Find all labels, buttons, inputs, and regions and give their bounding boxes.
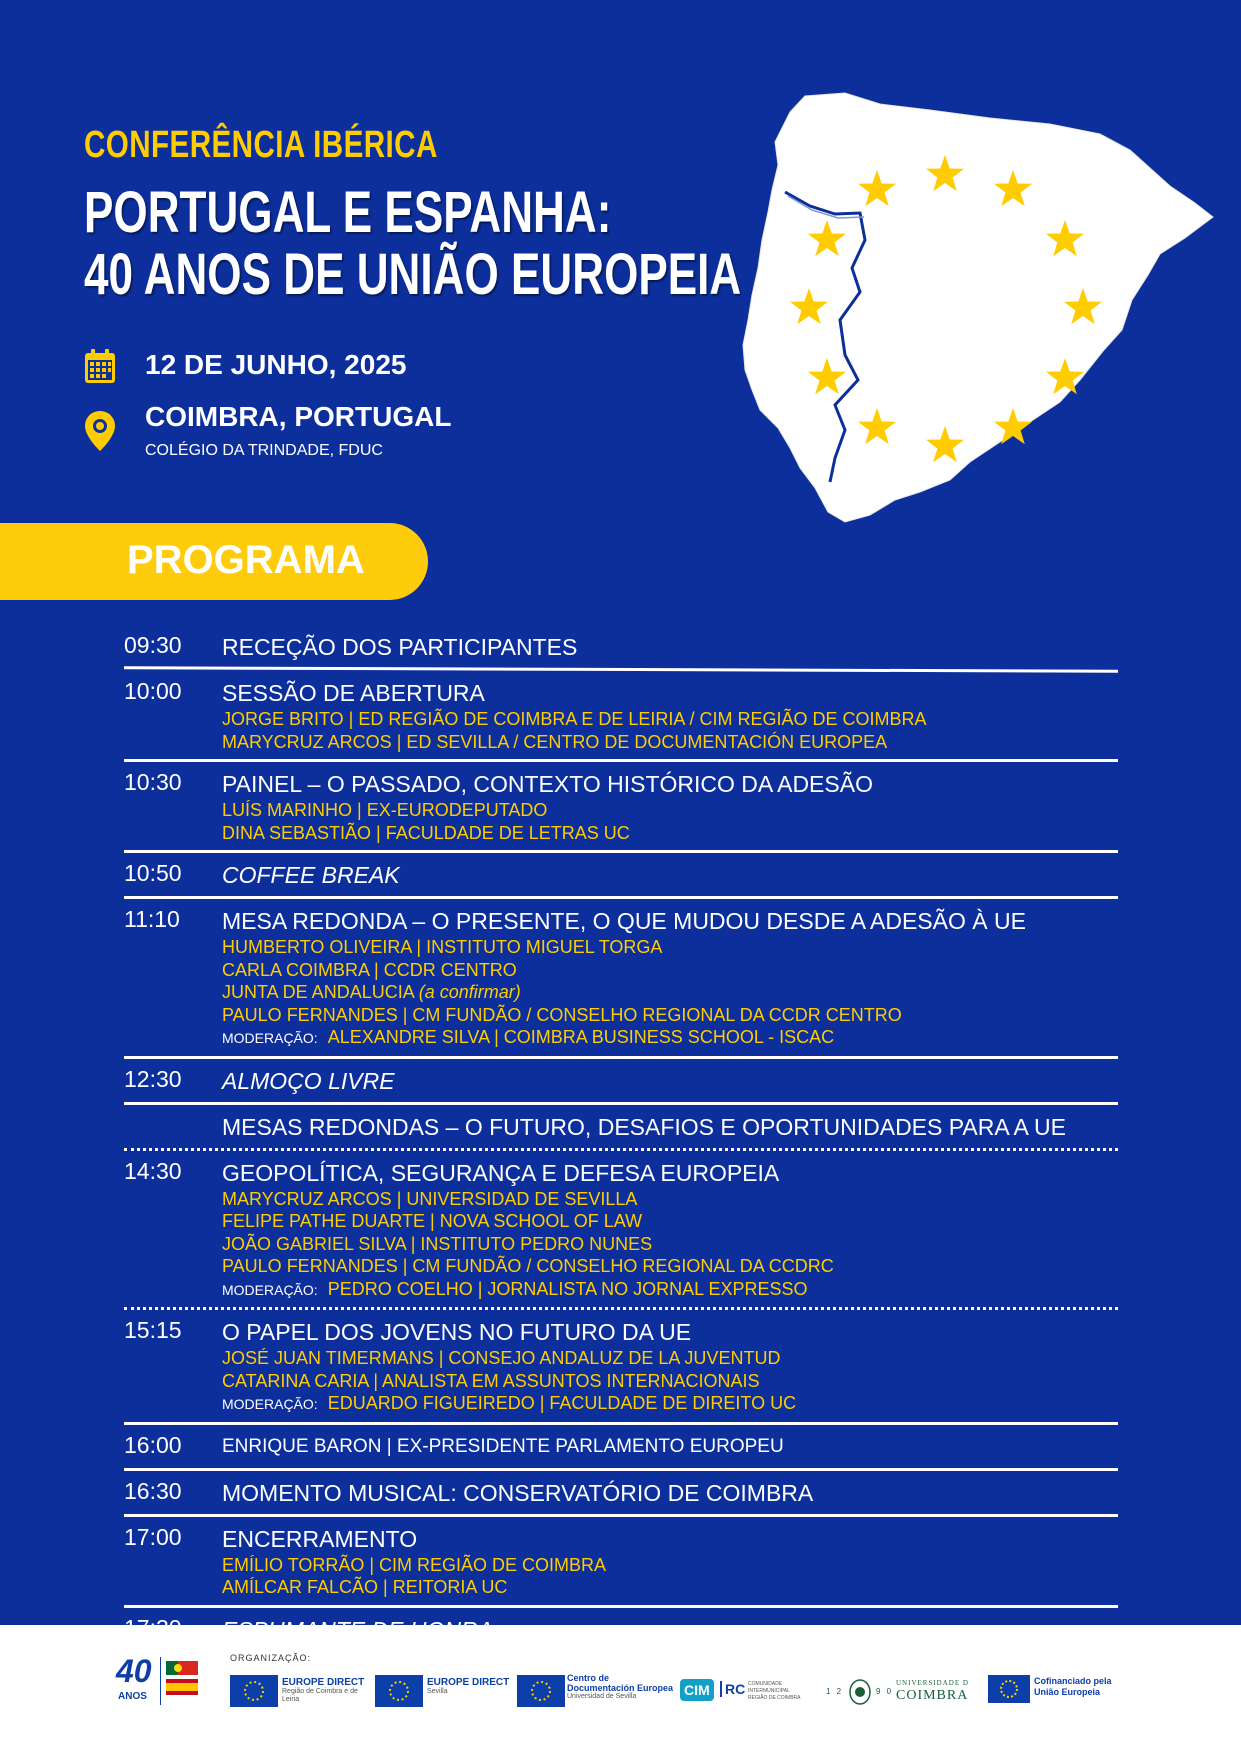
speaker: JORGE BRITO | ED REGIÃO DE COIMBRA E DE LEIRIA / CIM REGIÃO DE COIMBRA bbox=[222, 709, 927, 729]
location-pin-icon bbox=[84, 410, 116, 452]
entry-time: 10:30 bbox=[124, 769, 182, 795]
moderator-label: MODERAÇÃO: bbox=[222, 1396, 318, 1412]
europe-direct-sevilla-logo bbox=[375, 1675, 515, 1709]
portugal-spain-flags-icon bbox=[166, 1661, 200, 1697]
entry-time: 16:00 bbox=[124, 1431, 182, 1458]
agenda-list bbox=[124, 628, 1118, 1648]
divider bbox=[124, 850, 1118, 853]
agenda-entry bbox=[124, 1154, 1118, 1305]
conference-kicker: CONFERÊNCIA IBÉRICA bbox=[84, 124, 438, 166]
cofinanciado-text: Cofinanciado pela União Europeia bbox=[1034, 1676, 1112, 1697]
anniversary-number: 40 bbox=[116, 1653, 152, 1689]
speaker: MARYCRUZ ARCOS | UNIVERSIDAD DE SEVILLA bbox=[222, 1188, 638, 1209]
anniversary-word: ANOS bbox=[118, 1691, 147, 1702]
logo2-subtitle: Sevilla bbox=[427, 1688, 448, 1695]
logo1-subtitle: Região de Coimbra e de Leiria bbox=[282, 1688, 358, 1703]
footer-logos bbox=[0, 1625, 1241, 1755]
speaker: FELIPE PATHE DUARTE | NOVA SCHOOL OF LAW bbox=[222, 1211, 643, 1231]
speaker: CARLA COIMBRA | CCDR CENTRO bbox=[222, 959, 517, 980]
cim-rc-logo bbox=[680, 1675, 810, 1709]
uc-years-left: 1 2 bbox=[826, 1687, 844, 1696]
speaker bbox=[222, 981, 1118, 1004]
divider bbox=[124, 896, 1118, 899]
moderator-label: MODERAÇÃO: bbox=[222, 1030, 318, 1046]
entry-title: MESA REDONDA – O PRESENTE, O QUE MUDOU DESDE A ADESÃO À UE bbox=[222, 908, 1026, 934]
divider bbox=[124, 1102, 1118, 1105]
moderator bbox=[222, 1278, 1118, 1302]
agenda-entry bbox=[124, 902, 1118, 1053]
moderator-label: MODERAÇÃO: bbox=[222, 1281, 318, 1298]
logo1-title: EUROPE DIRECT bbox=[282, 1677, 365, 1688]
entry-time: 16:30 bbox=[124, 1477, 182, 1504]
entry-title: ENCERRAMENTO bbox=[222, 1525, 418, 1552]
europe-direct-coimbra-logo bbox=[230, 1675, 370, 1709]
logo2-title: EUROPE DIRECT bbox=[427, 1677, 510, 1688]
entry-title: GEOPOLÍTICA, SEGURANÇA E DEFESA EUROPEIA bbox=[222, 1159, 780, 1186]
moderator-name: PEDRO COELHO | JORNALISTA NO JORNAL EXPRESSO bbox=[327, 1278, 808, 1299]
divider bbox=[124, 1514, 1118, 1517]
entry-title: SESSÃO DE ABERTURA bbox=[222, 680, 485, 706]
entry-time: 15:15 bbox=[124, 1317, 182, 1343]
speaker: CATARINA CARIA | ANALISTA EM ASSUNTOS INTERNACIONAIS bbox=[222, 1370, 760, 1391]
agenda-entry bbox=[124, 1520, 1118, 1602]
moderator bbox=[222, 1026, 1118, 1050]
entry-title: ENRIQUE BARON | EX-PRESIDENTE PARLAMENTO EUROPEU bbox=[222, 1435, 784, 1457]
title-line-2: 40 ANOS DE UNIÃO EUROPEIA bbox=[84, 242, 742, 307]
agenda-entry bbox=[124, 1474, 1118, 1511]
entry-title: O PAPEL DOS JOVENS NO FUTURO DA UE bbox=[222, 1319, 692, 1345]
entry-title: MOMENTO MUSICAL: CONSERVATÓRIO DE COIMBRA bbox=[222, 1479, 814, 1506]
divider bbox=[124, 1605, 1118, 1608]
cim-subtitle: COMUNIDADE INTERMUNICIPAL REGIÃO DE COIMBRA bbox=[748, 1681, 801, 1701]
eu-flag-icon bbox=[517, 1675, 565, 1707]
eu-flag-icon bbox=[988, 1675, 1030, 1703]
speaker-note: (a confirmar) bbox=[418, 982, 521, 1002]
entry-title: MESAS REDONDAS – O FUTURO, DESAFIOS E OPORTUNIDADES PARA A UE bbox=[222, 1113, 1066, 1140]
programa-heading: PROGRAMA bbox=[127, 538, 365, 582]
entry-time: 11:10 bbox=[124, 906, 180, 932]
logo3-title: Centro de Documentación Europea bbox=[567, 1673, 674, 1693]
agenda-entry bbox=[124, 1062, 1118, 1099]
agenda-entry bbox=[124, 674, 1118, 756]
cim-mark: CIM bbox=[680, 1679, 714, 1701]
page-title bbox=[84, 182, 741, 306]
eu-flag-icon bbox=[375, 1675, 423, 1707]
universidade-coimbra-logo bbox=[826, 1673, 976, 1713]
entry-time: 09:30 bbox=[124, 632, 182, 658]
moderator-name: ALEXANDRE SILVA | COIMBRA BUSINESS SCHOOL - ISCAC bbox=[327, 1027, 835, 1047]
uc-years-right: 9 0 bbox=[876, 1687, 894, 1696]
moderator bbox=[222, 1392, 1118, 1416]
event-location: COIMBRA, PORTUGAL bbox=[145, 401, 452, 432]
agenda-entry bbox=[124, 1313, 1118, 1419]
dotted-divider bbox=[124, 1307, 1118, 1310]
entry-title: RECEÇÃO DOS PARTICIPANTES bbox=[222, 634, 578, 660]
divider bbox=[124, 666, 1118, 672]
divider bbox=[124, 1468, 1118, 1471]
entry-title: PAINEL – O PASSADO, CONTEXTO HISTÓRICO DA ADESÃO bbox=[222, 771, 873, 797]
rc-mark: RC bbox=[720, 1681, 745, 1697]
speaker: AMÍLCAR FALCÃO | REITORIA UC bbox=[222, 1577, 508, 1597]
speaker: JOSÉ JUAN TIMERMANS | CONSEJO ANDALUZ DE LA JUVENTUD bbox=[222, 1348, 781, 1368]
agenda-entry bbox=[124, 765, 1118, 847]
calendar-icon bbox=[84, 348, 116, 384]
moderator-name: EDUARDO FIGUEIREDO | FACULDADE DE DIREITO UC bbox=[327, 1393, 797, 1413]
divider bbox=[124, 759, 1118, 762]
uc-top-text: UNIVERSIDADE D bbox=[896, 1679, 969, 1687]
agenda-section-heading bbox=[124, 1108, 1118, 1145]
speaker: HUMBERTO OLIVEIRA | INSTITUTO MIGUEL TORGA bbox=[222, 937, 663, 957]
centro-documentacion-logo bbox=[517, 1673, 677, 1709]
entry-time: 10:50 bbox=[124, 860, 182, 886]
agenda-entry bbox=[124, 628, 1118, 665]
agenda-entry bbox=[124, 856, 1118, 893]
entry-time: 17:00 bbox=[124, 1523, 182, 1550]
uc-seal-icon bbox=[848, 1679, 872, 1705]
organization-label: ORGANIZAÇÃO: bbox=[230, 1653, 312, 1663]
divider bbox=[124, 1422, 1118, 1425]
speaker: DINA SEBASTIÃO | FACULDADE DE LETRAS UC bbox=[222, 822, 630, 843]
speaker: LUÍS MARINHO | EX-EURODEPUTADO bbox=[222, 800, 548, 820]
entry-time: 14:30 bbox=[124, 1157, 182, 1184]
eu-flag-icon bbox=[230, 1675, 278, 1707]
divider bbox=[124, 1056, 1118, 1059]
dotted-divider bbox=[124, 1148, 1118, 1151]
entry-title: COFFEE BREAK bbox=[222, 862, 400, 888]
title-line-1: PORTUGAL E ESPANHA: bbox=[84, 180, 612, 245]
speaker: JOÃO GABRIEL SILVA | INSTITUTO PEDRO NUNES bbox=[222, 1233, 653, 1254]
speaker: PAULO FERNANDES | CM FUNDÃO / CONSELHO REGIONAL DA CCDRC bbox=[222, 1256, 834, 1276]
entry-time: 10:00 bbox=[124, 678, 182, 704]
speaker: PAULO FERNANDES | CM FUNDÃO / CONSELHO REGIONAL DA CCDR CENTRO bbox=[222, 1004, 902, 1025]
logo3-subtitle: Universidad de Sevilla bbox=[567, 1693, 637, 1700]
agenda-entry bbox=[124, 1428, 1118, 1465]
entry-title: ALMOÇO LIVRE bbox=[222, 1067, 395, 1094]
anniversary-logo bbox=[116, 1653, 206, 1713]
speaker-name: JUNTA DE ANDALUCIA bbox=[222, 982, 414, 1002]
cofinanciado-ue-logo bbox=[988, 1675, 1118, 1709]
event-date: 12 DE JUNHO, 2025 bbox=[145, 349, 407, 380]
speaker: MARYCRUZ ARCOS | ED SEVILLA / CENTRO DE DOCUMENTACIÓN EUROPEA bbox=[222, 731, 888, 752]
iberia-map-eu-stars bbox=[738, 90, 1218, 550]
uc-name: COIMBRA bbox=[896, 1688, 969, 1703]
speaker: EMÍLIO TORRÃO | CIM REGIÃO DE COIMBRA bbox=[222, 1554, 607, 1575]
entry-time: 12:30 bbox=[124, 1065, 182, 1092]
event-venue: COLÉGIO DA TRINDADE, FDUC bbox=[145, 442, 383, 459]
